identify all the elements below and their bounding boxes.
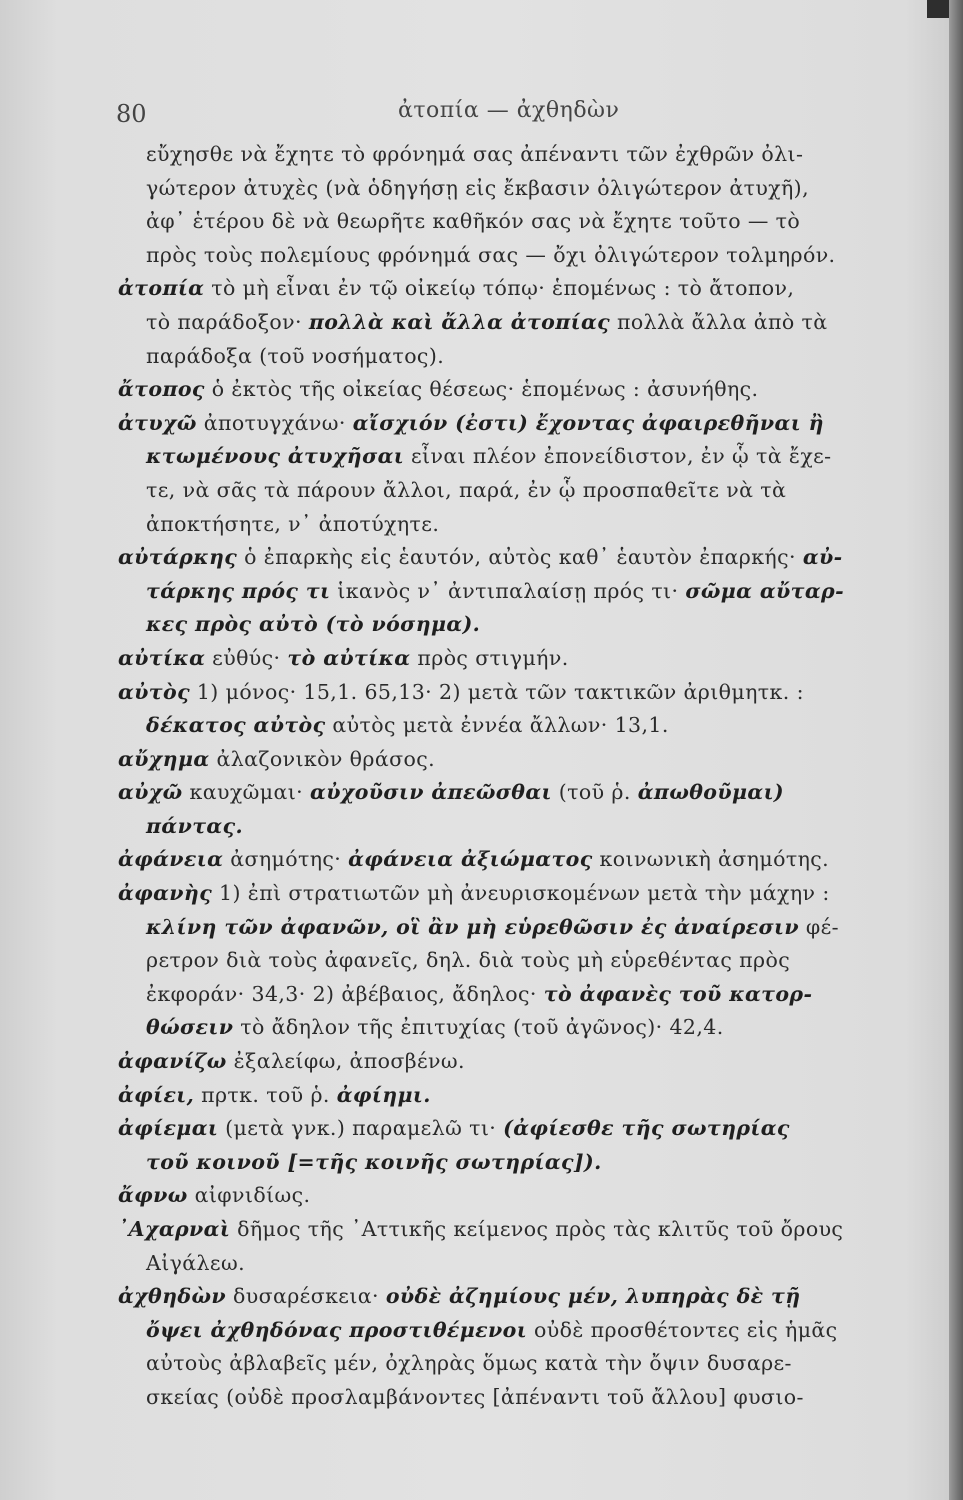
entry-headword: ἀτοπία bbox=[118, 276, 205, 301]
text-line bbox=[118, 440, 928, 474]
text-line bbox=[118, 172, 928, 206]
definition-text: 1) μόνος· 15,1. 65,13· 2) μετὰ τῶν τακτικῶν ἀριθμητκ. : bbox=[189, 679, 804, 704]
definition-text: πολλὰ ἄλλα ἀπὸ τὰ bbox=[610, 309, 828, 334]
definition-text: γώτερον ἀτυχὲς (νὰ ὁδηγήσῃ εἰς ἔκβασιν ὀλιγώτερον ἀτυχῆ), bbox=[146, 175, 809, 200]
text-line bbox=[118, 944, 928, 978]
text-line bbox=[118, 1146, 928, 1180]
definition-text: φέ- bbox=[798, 914, 839, 939]
text-line bbox=[118, 1045, 928, 1079]
greek-quotation: σῶμα αὔταρ- bbox=[685, 578, 844, 603]
text-line bbox=[118, 373, 928, 407]
definition-text: ἀλαζονικὸν θράσος. bbox=[209, 746, 436, 771]
greek-quotation: (ἀφίεσθε τῆς σωτηρίας bbox=[503, 1116, 790, 1141]
definition-text: (τοῦ ῥ. bbox=[551, 780, 638, 805]
entry-headword: ἀφάνεια bbox=[118, 847, 224, 872]
text-line bbox=[118, 138, 928, 172]
definition-text: παράδοξα (τοῦ νοσήματος). bbox=[146, 343, 445, 368]
entry-headword: αὐτὸς bbox=[118, 679, 190, 704]
entry-headword: αὐτάρκης bbox=[118, 545, 238, 570]
text-line bbox=[118, 843, 928, 877]
entry-headword: ἀτυχῶ bbox=[118, 410, 197, 435]
definition-text: (μετὰ γνκ.) παραμελῶ τι· bbox=[218, 1116, 504, 1141]
entry-headword: ᾿Αχαρναὶ bbox=[118, 1217, 231, 1241]
greek-quotation: τοῦ κοινοῦ [=τῆς κοινῆς σωτηρίας]). bbox=[146, 1149, 602, 1174]
definition-text: ἱκανὸς ν᾽ ἀντιπαλαίσῃ πρός τι· bbox=[330, 578, 686, 603]
text-line bbox=[118, 340, 928, 374]
text-line bbox=[118, 272, 928, 306]
text-line bbox=[118, 1381, 928, 1415]
definition-text: τὸ παράδοξον· bbox=[146, 309, 309, 334]
entry-headword: ἀφανὴς bbox=[118, 881, 213, 906]
greek-quotation: θώσειν bbox=[146, 1015, 234, 1040]
definition-text: 1) ἐπὶ στρατιωτῶν μὴ ἀνευρισκομένων μετὰ τὴν μάχην : bbox=[212, 881, 830, 906]
text-line bbox=[118, 978, 928, 1012]
text-line bbox=[118, 709, 928, 743]
text-line bbox=[118, 1179, 928, 1213]
glossary-text bbox=[118, 138, 928, 1415]
entry-headword: ἀφίεμαι bbox=[118, 1116, 219, 1141]
text-line bbox=[118, 642, 928, 676]
text-line bbox=[118, 239, 928, 273]
definition-text: αὐτὸς μετὰ ἐννέα ἄλλων· 13,1. bbox=[325, 713, 669, 738]
greek-quotation: οὐδὲ ἀζημίους μέν, λυπηρὰς δὲ τῇ bbox=[385, 1284, 801, 1309]
greek-quotation: τὸ αὐτίκα bbox=[287, 645, 411, 670]
text-line bbox=[118, 508, 928, 542]
definition-text: ἐκφοράν· 34,3· 2) ἀβέβαιος, ἄδηλος· bbox=[146, 981, 544, 1006]
text-line bbox=[118, 306, 928, 340]
entry-headword: ἀφανίζω bbox=[118, 1049, 227, 1074]
running-head: ἀτοπία — ἀχθηδὼν bbox=[398, 98, 620, 123]
definition-text: ἀποτυγχάνω· bbox=[196, 410, 353, 435]
definition-text: αὐτοὺς ἀβλαβεῖς μέν, ὀχληρὰς ὅμως κατὰ τὴν ὄψιν δυσαρε- bbox=[146, 1351, 792, 1376]
definition-text: ὁ ἐκτὸς τῆς οἰκείας θέσεως· ἑπομένως : ἀσυνήθης. bbox=[204, 377, 759, 402]
entry-headword: αὐχῶ bbox=[118, 780, 183, 805]
entry-headword: ἄφνω bbox=[118, 1183, 188, 1208]
definition-text: πρτκ. τοῦ ῥ. bbox=[194, 1082, 337, 1107]
text-line bbox=[118, 911, 928, 945]
text-line bbox=[118, 205, 928, 239]
text-line bbox=[118, 541, 928, 575]
definition-text: κοινωνικὴ ἀσημότης. bbox=[592, 847, 830, 872]
entry-headword: ἀφίει, bbox=[118, 1082, 195, 1107]
definition-text: δῆμος τῆς ᾿Αττικῆς κείμενος πρὸς τὰς κλιτῦς τοῦ ὄρους bbox=[230, 1217, 844, 1241]
definition-text: εἶναι πλέον ἐπονείδιστον, ἐν ᾧ τὰ ἔχε- bbox=[404, 444, 832, 469]
greek-quotation: πολλὰ καὶ ἄλλα ἀτοπίας bbox=[308, 309, 611, 334]
entry-headword: αὔχημα bbox=[118, 746, 210, 771]
text-line bbox=[118, 810, 928, 844]
text-line bbox=[118, 608, 928, 642]
greek-quotation: αὐ- bbox=[802, 545, 843, 570]
definition-text: τὸ ἄδηλον τῆς ἐπιτυχίας (τοῦ ἀγῶνος)· 42,4. bbox=[233, 1015, 724, 1040]
text-line bbox=[118, 676, 928, 710]
text-line bbox=[118, 1213, 928, 1247]
definition-text: ἐξαλείφω, ἀποσβένω. bbox=[226, 1049, 465, 1074]
definition-text: τὸ μὴ εἶναι ἐν τῷ οἰκείῳ τόπῳ· ἑπομένως : τὸ ἄτοπον, bbox=[204, 276, 795, 301]
greek-quotation: τάρκης πρός τι bbox=[146, 578, 331, 603]
text-line bbox=[118, 1247, 928, 1281]
entry-headword: ἄτοπος bbox=[118, 377, 205, 402]
text-line bbox=[118, 407, 928, 441]
definition-text: δυσαρέσκεια· bbox=[226, 1284, 386, 1309]
greek-quotation: ἀπωθοῦμαι) bbox=[637, 780, 785, 805]
definition-text: πρὸς τοὺς πολεμίους φρόνημά σας — ὄχι ὀλιγώτερον τολμηρόν. bbox=[146, 242, 836, 267]
greek-quotation: ἀφίημι. bbox=[336, 1082, 431, 1107]
definition-text: ρετρον διὰ τοὺς ἀφανεῖς, δηλ. διὰ τοὺς μὴ εὑρεθέντας πρὸς bbox=[146, 948, 791, 973]
text-line bbox=[118, 474, 928, 508]
text-line bbox=[118, 1011, 928, 1045]
definition-text: αἰφνιδίως. bbox=[187, 1183, 311, 1208]
greek-quotation: κλίνη τῶν ἀφανῶν, οἳ ἂν μὴ εὑρεθῶσιν ἐς ἀναίρεσιν bbox=[146, 914, 799, 939]
greek-quotation: ὄψει ἀχθηδόνας προστιθέμενοι bbox=[146, 1317, 528, 1342]
definition-text: εὐθύς· bbox=[205, 645, 288, 670]
greek-quotation: κες πρὸς αὐτὸ (τὸ νόσημα). bbox=[146, 612, 481, 637]
text-line bbox=[118, 743, 928, 777]
definition-text: Αἰγάλεω. bbox=[146, 1250, 245, 1275]
entry-headword: αὐτίκα bbox=[118, 645, 206, 670]
greek-quotation: αἴσχιόν (ἐστι) ἔχοντας ἀφαιρεθῆναι ἢ bbox=[352, 410, 824, 435]
definition-text: ἀσημότης· bbox=[223, 847, 349, 872]
definition-text: πρὸς στιγμήν. bbox=[410, 645, 569, 670]
greek-quotation: κτωμένους ἀτυχῆσαι bbox=[146, 444, 405, 469]
corner-mark bbox=[927, 0, 949, 18]
definition-text: οὐδὲ προσθέτοντες εἰς ἡμᾶς bbox=[527, 1317, 838, 1342]
definition-text: εὔχησθε νὰ ἔχητε τὸ φρόνημά σας ἀπέναντι τῶν ἐχθρῶν ὀλι- bbox=[146, 142, 804, 166]
text-line bbox=[118, 1280, 928, 1314]
definition-text: τε, νὰ σᾶς τὰ πάρουν ἄλλοι, παρά, ἐν ᾧ προσπαθεῖτε νὰ τὰ bbox=[146, 477, 787, 502]
entry-headword: ἀχθηδὼν bbox=[118, 1284, 227, 1309]
text-line bbox=[118, 1079, 928, 1113]
text-line bbox=[118, 877, 928, 911]
text-line bbox=[118, 1347, 928, 1381]
text-line bbox=[118, 575, 928, 609]
definition-text: ὁ ἐπαρκὴς εἰς ἑαυτόν, αὐτὸς καθ᾽ ἑαυτὸν ἐπαρκής· bbox=[237, 545, 803, 570]
greek-quotation: δέκατος αὐτὸς bbox=[146, 713, 326, 738]
definition-text: ἀφ᾽ ἑτέρου δὲ νὰ θεωρῆτε καθῆκόν σας νὰ ἔχητε τοῦτο — τὸ bbox=[146, 209, 801, 234]
definition-text: σκείας (οὐδὲ προσλαμβάνοντες [ἀπέναντι τοῦ ἄλλου] φυσιο- bbox=[146, 1384, 804, 1409]
greek-quotation: πάντας. bbox=[146, 813, 243, 838]
definition-text: καυχῶμαι· bbox=[182, 780, 311, 805]
greek-quotation: ἀφάνεια ἀξιώματος bbox=[348, 847, 593, 872]
text-line bbox=[118, 776, 928, 810]
page-number: 80 bbox=[116, 100, 147, 128]
greek-quotation: αὐχοῦσιν ἀπεῶσθαι bbox=[310, 780, 552, 805]
page-edge-shadow bbox=[949, 0, 963, 1500]
greek-quotation: τὸ ἀφανὲς τοῦ κατορ- bbox=[543, 981, 813, 1006]
text-line bbox=[118, 1314, 928, 1348]
text-line bbox=[118, 1112, 928, 1146]
definition-text: ἀποκτήσητε, ν᾽ ἀποτύχητε. bbox=[146, 511, 440, 536]
